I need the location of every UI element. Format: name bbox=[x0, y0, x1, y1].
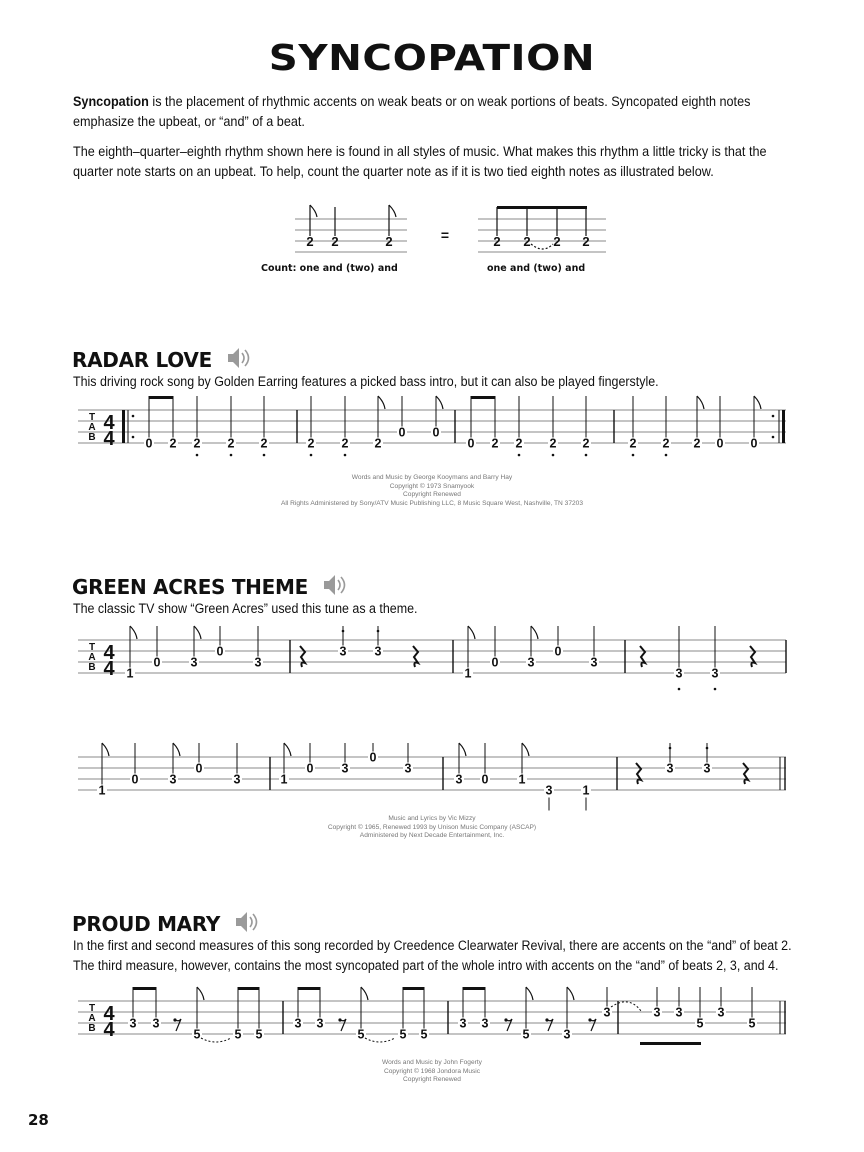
svg-text:2: 2 bbox=[693, 436, 701, 451]
svg-text:4: 4 bbox=[103, 642, 115, 664]
song-description: The classic TV show “Green Acres” used this tune as a theme. bbox=[73, 601, 418, 616]
svg-text:3: 3 bbox=[316, 1016, 324, 1031]
svg-text:4: 4 bbox=[103, 658, 115, 680]
svg-text:2: 2 bbox=[523, 234, 531, 249]
song-title-proud-mary: PROUD MARY bbox=[72, 911, 259, 938]
svg-text:0: 0 bbox=[432, 425, 440, 440]
svg-text:1: 1 bbox=[280, 772, 288, 787]
svg-text:5: 5 bbox=[399, 1027, 407, 1042]
song-title-radar-love: RADAR LOVE bbox=[72, 347, 251, 374]
svg-text:0: 0 bbox=[750, 436, 758, 451]
svg-text:0: 0 bbox=[145, 436, 153, 451]
svg-text:4: 4 bbox=[103, 1003, 115, 1025]
svg-text:2: 2 bbox=[374, 436, 382, 451]
svg-text:3: 3 bbox=[374, 644, 382, 659]
svg-text:0: 0 bbox=[195, 761, 203, 776]
svg-text:2: 2 bbox=[306, 234, 314, 249]
intro-line-3: The eighth–quarter–eighth rhythm shown here is found in all styles of music. What makes this rhythm a little tricky is that the bbox=[73, 144, 767, 159]
svg-text:2: 2 bbox=[491, 436, 499, 451]
svg-text:3: 3 bbox=[190, 655, 198, 670]
svg-text:4: 4 bbox=[103, 428, 115, 450]
svg-text:3: 3 bbox=[404, 761, 412, 776]
svg-text:1: 1 bbox=[464, 666, 472, 681]
svg-text:2: 2 bbox=[169, 436, 177, 451]
svg-text:4: 4 bbox=[103, 412, 115, 434]
svg-text:5: 5 bbox=[748, 1016, 756, 1031]
svg-text:2: 2 bbox=[662, 436, 670, 451]
svg-text:3: 3 bbox=[152, 1016, 160, 1031]
svg-text:3: 3 bbox=[603, 1005, 611, 1020]
svg-text:2: 2 bbox=[582, 234, 590, 249]
svg-text:2: 2 bbox=[549, 436, 557, 451]
svg-text:3: 3 bbox=[653, 1005, 661, 1020]
svg-text:2: 2 bbox=[385, 234, 393, 249]
svg-text:2: 2 bbox=[260, 436, 268, 451]
page-number: 28 bbox=[28, 1111, 49, 1129]
radar-love-credits: Words and Music by George Kooymans and Barry Hay Copyright © 1973 Snamyook Copyright Renewed All Rights Administered by Sony/ATV Music Publishing LLC, 8 Music Square West, Nashville, TN 37203 bbox=[281, 474, 583, 507]
svg-text:3: 3 bbox=[527, 655, 535, 670]
svg-text:5: 5 bbox=[522, 1027, 530, 1042]
svg-text:A: A bbox=[88, 1013, 96, 1024]
svg-text:0: 0 bbox=[369, 750, 377, 765]
svg-text:2: 2 bbox=[553, 234, 561, 249]
svg-text:B: B bbox=[88, 1023, 96, 1034]
svg-text:0: 0 bbox=[131, 772, 139, 787]
svg-text:3: 3 bbox=[129, 1016, 137, 1031]
svg-text:4: 4 bbox=[103, 1019, 115, 1041]
svg-text:T: T bbox=[88, 1003, 96, 1014]
count-label-right: one and (two) and bbox=[487, 263, 586, 274]
intro-line-2: emphasize the upbeat, or “and” of a beat. bbox=[73, 114, 305, 129]
svg-text:0: 0 bbox=[481, 772, 489, 787]
svg-text:3: 3 bbox=[711, 666, 719, 681]
svg-text:3: 3 bbox=[455, 772, 463, 787]
song-description-line-1: In the first and second measures of this song recorded by Creedence Clearwater Revival, there are accents on the “and” of beat 2. bbox=[73, 938, 792, 953]
svg-text:0: 0 bbox=[554, 644, 562, 659]
svg-text:0: 0 bbox=[153, 655, 161, 670]
svg-text:0: 0 bbox=[716, 436, 724, 451]
svg-text:2: 2 bbox=[341, 436, 349, 451]
svg-text:2: 2 bbox=[227, 436, 235, 451]
svg-text:1: 1 bbox=[98, 783, 106, 798]
svg-text:2: 2 bbox=[331, 234, 339, 249]
svg-text:3: 3 bbox=[675, 1005, 683, 1020]
svg-text:3: 3 bbox=[341, 761, 349, 776]
svg-text:5: 5 bbox=[193, 1027, 201, 1042]
svg-text:3: 3 bbox=[254, 655, 262, 670]
page-title: SYNCOPATION bbox=[268, 38, 596, 79]
svg-text:2: 2 bbox=[629, 436, 637, 451]
svg-text:3: 3 bbox=[169, 772, 177, 787]
svg-text:2: 2 bbox=[193, 436, 201, 451]
svg-text:A: A bbox=[88, 422, 96, 433]
svg-text:1: 1 bbox=[126, 666, 134, 681]
song-title-green-acres: GREEN ACRES THEME bbox=[72, 574, 347, 601]
svg-text:3: 3 bbox=[703, 761, 711, 776]
green-acres-credits: Music and Lyrics by Vic Mizzy Copyright © 1965, Renewed 1993 by Unison Music Company (ASCAP) Administered by Next Decade Entertainment, Inc. bbox=[327, 815, 537, 839]
svg-text:0: 0 bbox=[398, 425, 406, 440]
svg-text:0: 0 bbox=[306, 761, 314, 776]
song-description-line-2: The third measure, however, contains the most syncopated part of the whole intro with accents on the “and” of beats 2, 3, and 4. bbox=[73, 958, 779, 973]
svg-text:2: 2 bbox=[582, 436, 590, 451]
svg-text:3: 3 bbox=[339, 644, 347, 659]
svg-text:3: 3 bbox=[294, 1016, 302, 1031]
svg-text:=: = bbox=[440, 227, 450, 243]
svg-text:5: 5 bbox=[234, 1027, 242, 1042]
svg-text:0: 0 bbox=[491, 655, 499, 670]
svg-text:3: 3 bbox=[545, 783, 553, 798]
proud-mary-credits: Words and Music by John Fogerty Copyright © 1968 Jondora Music Copyright Renewed bbox=[382, 1059, 482, 1083]
svg-text:0: 0 bbox=[467, 436, 475, 451]
svg-text:5: 5 bbox=[255, 1027, 263, 1042]
svg-text:3: 3 bbox=[590, 655, 598, 670]
svg-text:3: 3 bbox=[675, 666, 683, 681]
svg-text:A: A bbox=[88, 652, 96, 663]
svg-text:3: 3 bbox=[233, 772, 241, 787]
song-description: This driving rock song by Golden Earring features a picked bass intro, but it can also be played fingerstyle. bbox=[73, 374, 659, 389]
intro-line-4: quarter note starts on an upbeat. To help, count the quarter note as if it is two tied eighth notes as illustrated below. bbox=[73, 164, 714, 179]
svg-text:1: 1 bbox=[582, 783, 590, 798]
svg-text:5: 5 bbox=[357, 1027, 365, 1042]
svg-text:1: 1 bbox=[518, 772, 526, 787]
svg-text:5: 5 bbox=[420, 1027, 428, 1042]
svg-text:2: 2 bbox=[515, 436, 523, 451]
svg-text:T: T bbox=[88, 642, 96, 653]
svg-text:0: 0 bbox=[216, 644, 224, 659]
svg-text:3: 3 bbox=[717, 1005, 725, 1020]
syncopation-term: Syncopation bbox=[73, 94, 149, 109]
svg-text:5: 5 bbox=[696, 1016, 704, 1031]
svg-text:3: 3 bbox=[563, 1027, 571, 1042]
svg-text:3: 3 bbox=[459, 1016, 467, 1031]
svg-text:T: T bbox=[88, 412, 96, 423]
svg-text:B: B bbox=[88, 662, 96, 673]
intro-line-1: Syncopation is the placement of rhythmic accents on weak beats or on weak portions of beats. Syncopated eighth notes bbox=[73, 94, 751, 109]
svg-text:3: 3 bbox=[481, 1016, 489, 1031]
svg-text:B: B bbox=[88, 432, 96, 443]
count-label-left: Count: one and (two) and bbox=[261, 263, 398, 274]
svg-text:2: 2 bbox=[307, 436, 315, 451]
svg-text:3: 3 bbox=[666, 761, 674, 776]
svg-text:2: 2 bbox=[493, 234, 501, 249]
